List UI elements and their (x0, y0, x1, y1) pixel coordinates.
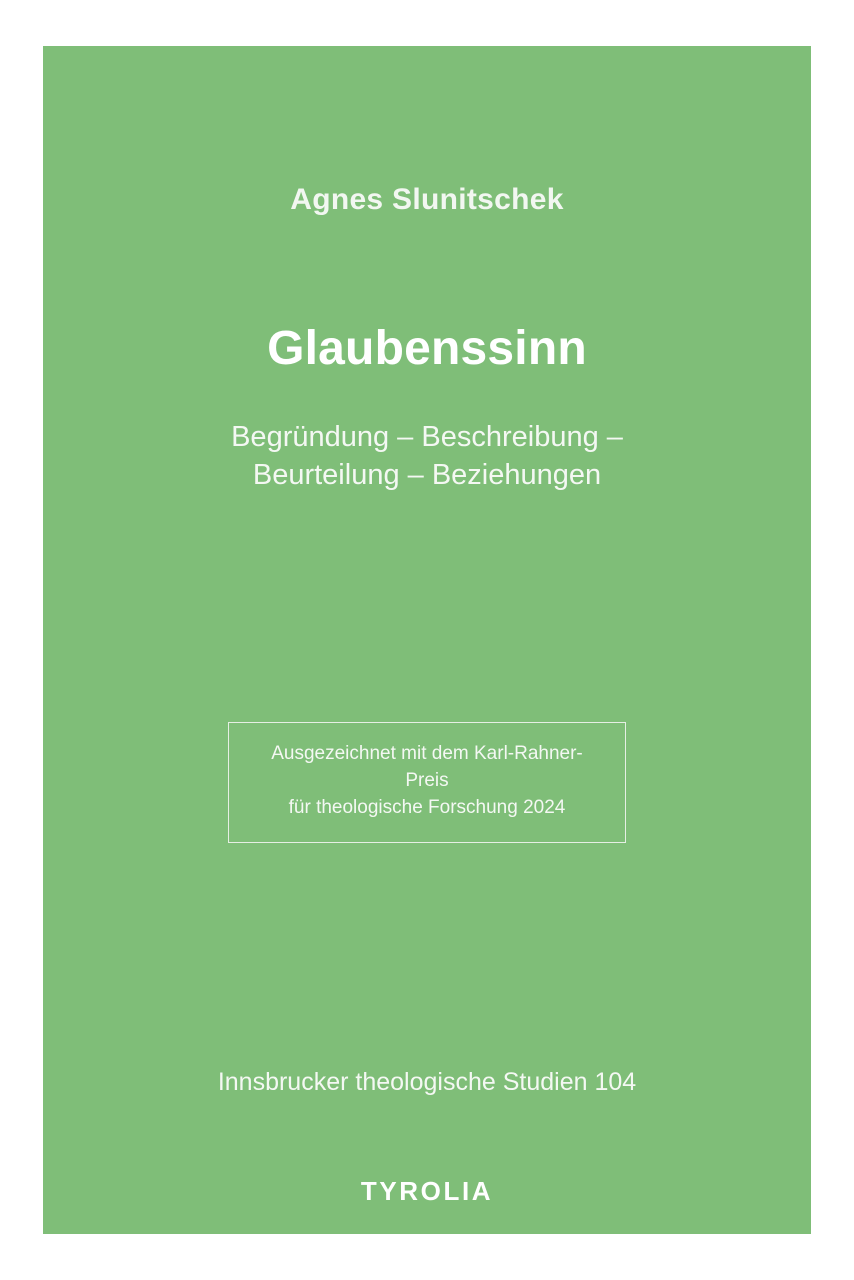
subtitle-line-2: Beurteilung – Beziehungen (252, 459, 602, 492)
book-subtitle (231, 418, 623, 495)
author-name: Agnes Slunitschek (290, 183, 564, 216)
award-line-1: Ausgezeichnet mit dem Karl-Rahner-Preis (271, 743, 583, 792)
book-title: Glaubenssinn (267, 322, 587, 375)
award-line-2: für theologische Forschung 2024 (288, 797, 566, 819)
subtitle-line-1: Begründung – Beschreibung – (231, 420, 623, 453)
cover-panel (43, 46, 811, 1234)
award-badge (228, 722, 626, 843)
series-title: Innsbrucker theologische Studien 104 (217, 1068, 637, 1097)
publisher-name: TYROLIA (360, 1176, 494, 1207)
